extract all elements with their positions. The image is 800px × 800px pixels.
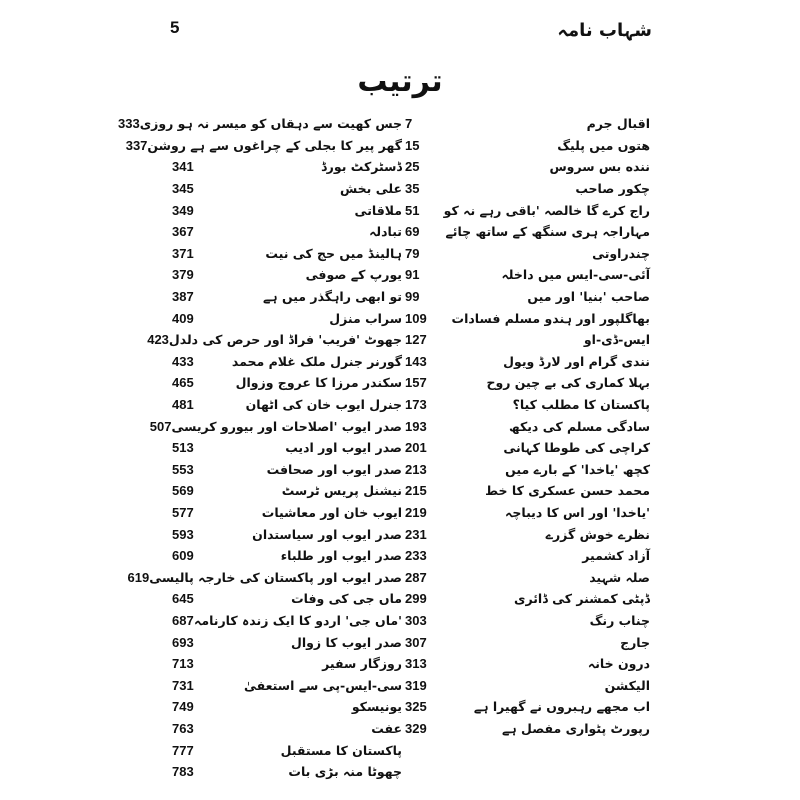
toc-entry-title: جس کھیت سے دہقاں کو میسر نہ ہو روزی [139, 116, 402, 132]
toc-entry-page: 645 [172, 591, 194, 607]
toc-entry-title: عفت [371, 720, 402, 736]
toc-entry [117, 113, 402, 135]
toc-entry-title: ننده بس سروس [549, 159, 650, 175]
toc-entry-page: 577 [172, 504, 194, 520]
toc-entry-page: 157 [405, 375, 427, 391]
toc-entry-page: 215 [405, 483, 427, 499]
toc-entry-title: ہالینڈ میں حج کی نیت [265, 245, 402, 261]
toc-entry-title: اب مجھے رہبروں نے گھیرا ہے [473, 699, 650, 715]
toc-entry-title: جنرل ایوب خان کی اٹھان [245, 397, 402, 413]
toc-entry-page: 231 [405, 526, 427, 542]
toc-entry-page: 379 [172, 267, 194, 283]
toc-entry-page: 409 [172, 310, 194, 326]
toc-entry [127, 566, 402, 588]
toc-entry-title: بہلا کماری کی بے چین روح [486, 375, 650, 391]
toc-column-left [117, 113, 402, 782]
toc-entry-title: جارج [620, 634, 650, 650]
toc-entry-page: 233 [405, 548, 427, 564]
toc-entry [405, 394, 650, 416]
toc-entry-title: نظرے خوش گزرے [545, 526, 650, 542]
toc-entry-page: 423 [147, 332, 169, 348]
toc-entry-page: 749 [172, 699, 194, 715]
toc-entry [405, 372, 650, 394]
toc-entry-title: ھتوں میں پلیگ [557, 137, 650, 153]
toc-entry [172, 761, 402, 783]
toc-entry [172, 351, 402, 373]
toc-entry [149, 415, 402, 437]
toc-entry-page: 25 [405, 159, 420, 175]
toc-entry [405, 437, 650, 459]
toc-entry [405, 696, 650, 718]
toc-entry-title: درون خانہ [587, 656, 650, 672]
toc-entry [172, 480, 402, 502]
toc-entry-page: 387 [172, 289, 194, 305]
toc-entry [172, 610, 402, 632]
toc-entry [405, 135, 650, 157]
toc-entry [405, 199, 650, 221]
toc-entry [405, 286, 650, 308]
toc-entry-page: 79 [405, 245, 420, 261]
toc-entry-page: 319 [405, 677, 427, 693]
toc-entry-title: گھر پیر کا بجلی کے چراغوں سے ہے روشن [147, 137, 402, 153]
toc-entry-page: 569 [172, 483, 194, 499]
toc-entry-page: 367 [172, 224, 194, 240]
toc-entry [147, 329, 402, 351]
toc-entry [172, 243, 402, 265]
toc-entry [405, 480, 650, 502]
toc-entry-title: سادگی مسلم کی دیکھ [508, 418, 650, 434]
toc-entry-title: 'یاخدا' اور اس کا دیباچہ [505, 504, 650, 520]
toc-entry-title: تو ابھی راہگذر میں ہے [262, 289, 402, 305]
toc-entry-page: 303 [405, 612, 427, 628]
toc-entry [405, 113, 650, 135]
toc-entry [172, 674, 402, 696]
toc-entry-title: سراب منزل [329, 310, 402, 326]
page-number: 5 [170, 18, 180, 37]
toc-entry [405, 653, 650, 675]
toc-entry-page: 299 [405, 591, 427, 607]
toc-entry-title: کچھ 'یاخدا' کے بارے میں [505, 461, 650, 477]
toc-entry-title: گورنر جنرل ملک غلام محمد [231, 353, 402, 369]
toc-entry [405, 415, 650, 437]
toc-heading: ترتیب [357, 64, 443, 99]
toc-entry [405, 610, 650, 632]
toc-entry-title: صدر ایوب کا زوال [291, 634, 402, 650]
toc-entry-title: علی بخش [339, 181, 402, 197]
toc-entry-title: کراچی کی طوطا کہانی [503, 440, 650, 456]
toc-entry [405, 545, 650, 567]
toc-entry [172, 502, 402, 524]
toc-entry-title: سی-ایس-پی سے استعفیٰ [243, 677, 402, 693]
toc-entry [405, 502, 650, 524]
toc-entry-title: الیکشن [604, 677, 650, 693]
toc-entry [125, 135, 402, 157]
toc-entry-page: 91 [405, 267, 420, 283]
toc-entry-title: پاکستان کا مستقبل [280, 742, 402, 758]
toc-entry-page: 777 [172, 742, 194, 758]
toc-entry-page: 193 [405, 418, 427, 434]
toc-entry [405, 221, 650, 243]
toc-entry-page: 213 [405, 461, 427, 477]
toc-entry-page: 507 [149, 418, 172, 434]
toc-entry-page: 143 [405, 353, 427, 369]
toc-entry [172, 199, 402, 221]
toc-entry-page: 481 [172, 397, 194, 413]
toc-entry-page: 371 [172, 245, 194, 261]
toc-entry-page: 325 [405, 699, 427, 715]
toc-entry-title: صدر ایوب اور سیاستدان [252, 526, 402, 542]
toc-entry-title: محمد حسن عسکری کا خط [485, 483, 650, 499]
toc-entry-title: آزاد کشمیر [582, 548, 650, 564]
toc-entry-page: 513 [172, 440, 194, 456]
toc-entry [172, 653, 402, 675]
toc-entry-page: 693 [172, 634, 194, 650]
toc-entry [405, 459, 650, 481]
toc-entry-page: 127 [405, 332, 427, 348]
toc-entry-title: راج کرے گا خالصہ 'باقی رہے نہ کو [443, 202, 650, 218]
toc-entry-page: 593 [172, 526, 194, 542]
toc-entry-page: 763 [172, 720, 194, 736]
toc-entry-title: صدر ایوب 'اصلاحات اور بیورو کریسی [171, 418, 402, 434]
toc-entry-page: 341 [172, 159, 194, 175]
toc-entry-page: 687 [172, 612, 194, 628]
toc-entry-title: صدر ایوب اور صحافت [266, 461, 402, 477]
toc-entry-title: بھاگلپور اور ہندو مسلم فسادات [451, 310, 650, 326]
toc-entry [172, 437, 402, 459]
toc-entry [172, 739, 402, 761]
toc-entry-page: 349 [172, 202, 194, 218]
toc-entry [405, 523, 650, 545]
toc-entry-title: صاحب 'بنیا' اور میں [527, 289, 650, 305]
toc-entry-page: 465 [172, 375, 194, 391]
toc-entry-page: 329 [405, 720, 427, 736]
toc-entry [405, 264, 650, 286]
toc-entry [405, 718, 650, 740]
toc-entry [405, 178, 650, 200]
toc-entry [172, 394, 402, 416]
toc-entry-title: پاکستان کا مطلب کیا؟ [512, 397, 650, 413]
running-header-title: شہاب نامہ [557, 20, 652, 41]
toc-entry-page: 619 [127, 569, 150, 585]
toc-entry-page: 731 [172, 677, 194, 693]
toc-entry-title: صدر ایوب اور پاکستان کی خارجہ پالیسی [149, 569, 402, 585]
toc-entry [405, 156, 650, 178]
toc-entry [172, 545, 402, 567]
toc-entry-title: تبادلہ [369, 224, 402, 240]
toc-entry [172, 178, 402, 200]
toc-entry-page: 553 [172, 461, 194, 477]
toc-entry-title: نندی گرام اور لارڈ ویول [503, 353, 650, 369]
toc-entry-title: صلہ شہید [589, 569, 650, 585]
toc-entry-page: 219 [405, 504, 427, 520]
toc-entry-title: ایس-ڈی-او [583, 332, 650, 348]
toc-entry-title: ڈپٹی کمشنر کی ڈائری [513, 591, 650, 607]
toc-entry-title: جھوٹ 'فریب' فراڈ اور حرص کی دلدل [168, 332, 402, 348]
toc-entry-page: 433 [172, 353, 194, 369]
toc-entry-page: 35 [405, 181, 420, 197]
toc-entry-title: یونیسکو [351, 699, 402, 715]
toc-entry [405, 351, 650, 373]
toc-entry [405, 307, 650, 329]
toc-entry-title: یورپ کے صوفی [305, 267, 402, 283]
toc-entry-title: چھوٹا منہ بڑی بات [288, 764, 402, 780]
toc-entry-page: 173 [405, 397, 427, 413]
toc-column-right [405, 113, 650, 739]
toc-entry [172, 631, 402, 653]
toc-entry [172, 523, 402, 545]
toc-entry-page: 287 [405, 569, 427, 585]
toc-entry [172, 307, 402, 329]
toc-entry-title: رپورٹ پٹواری مفصل ہے [502, 720, 650, 736]
toc-entry-page: 333 [117, 116, 140, 132]
toc-entry [172, 156, 402, 178]
toc-entry [405, 631, 650, 653]
toc-entry-page: 345 [172, 181, 194, 197]
toc-entry [172, 588, 402, 610]
toc-entry [172, 372, 402, 394]
toc-entry [405, 329, 650, 351]
toc-entry-page: 713 [172, 656, 194, 672]
toc-entry-page: 783 [172, 764, 194, 780]
toc-entry-title: ملاقاتی [354, 202, 402, 218]
toc-entry-title: 'ماں جی' اردو کا ایک زندہ کارنامہ [194, 612, 402, 628]
toc-entry-title: آئی-سی-ایس میں داخلہ [501, 267, 650, 283]
toc-entry-page: 313 [405, 656, 427, 672]
toc-entry-page: 69 [405, 224, 420, 240]
toc-entry-page: 51 [405, 202, 420, 218]
toc-entry [405, 674, 650, 696]
toc-entry-page: 307 [405, 634, 427, 650]
toc-entry-page: 99 [405, 289, 420, 305]
toc-entry-title: مہاراجہ ہری سنگھ کے ساتھ چائے [445, 224, 650, 240]
toc-entry-title: چندراوتی [592, 245, 650, 261]
toc-entry-page: 337 [125, 137, 148, 153]
toc-entry-title: صدر ایوب اور طلباء [280, 548, 402, 564]
toc-entry [405, 243, 650, 265]
toc-entry [172, 459, 402, 481]
toc-entry-title: نیشنل پریس ٹرسٹ [281, 483, 402, 499]
toc-entry-page: 7 [405, 116, 413, 132]
toc-entry-title: ڈسٹرکٹ بورڈ [321, 159, 402, 175]
toc-entry-page: 15 [405, 137, 420, 153]
toc-entry-title: چکور صاحب [575, 181, 650, 197]
toc-entry-title: ماں جی کی وفات [291, 591, 402, 607]
toc-entry-title: روزگار سفیر [322, 656, 402, 672]
toc-entry-page: 609 [172, 548, 194, 564]
toc-entry-page: 201 [405, 440, 427, 456]
toc-entry [405, 566, 650, 588]
toc-entry [172, 286, 402, 308]
toc-entry-title: چناب رنگ [589, 612, 650, 628]
toc-entry-title: اقبال جرم [586, 116, 650, 132]
toc-entry-title: ایوب خان اور معاشیات [261, 504, 402, 520]
toc-entry [172, 264, 402, 286]
toc-entry-title: سکندر مرزا کا عروج وزوال [235, 375, 402, 391]
toc-entry [172, 718, 402, 740]
toc-entry [172, 696, 402, 718]
toc-entry-page: 109 [405, 310, 427, 326]
toc-entry [172, 221, 402, 243]
toc-entry [405, 588, 650, 610]
toc-entry-title: صدر ایوب اور ادیب [285, 440, 402, 456]
